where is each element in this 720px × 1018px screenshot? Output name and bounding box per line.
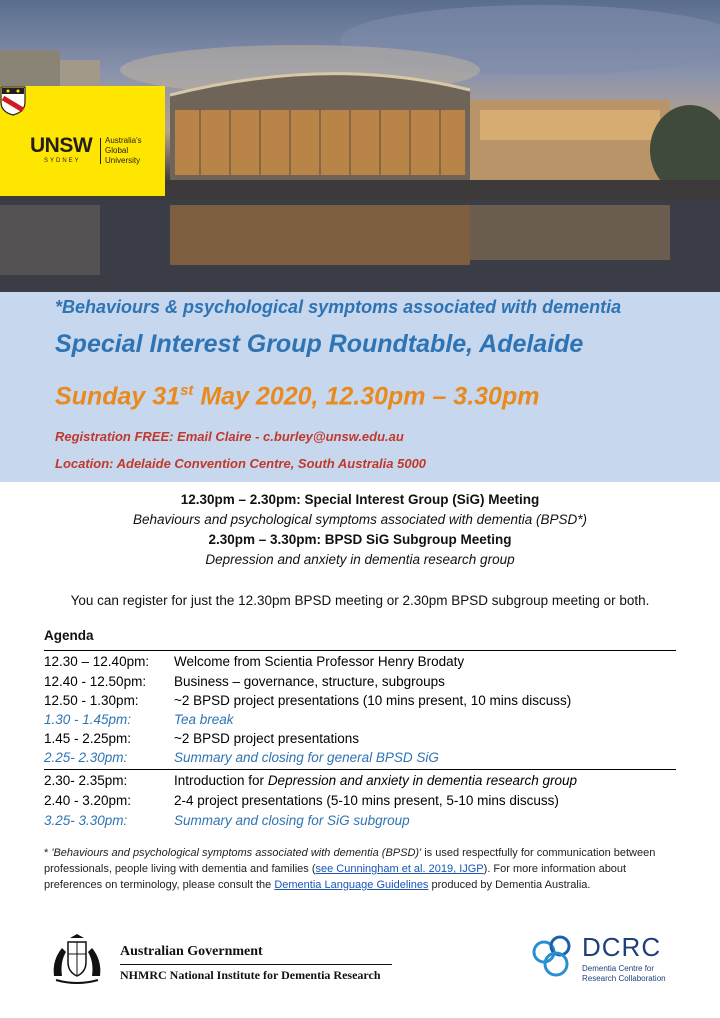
date-suffix: May 2020, 12.30pm – 3.30pm <box>193 382 540 411</box>
agenda-row <box>44 712 684 732</box>
agenda-time: 2.25- 2.30pm: <box>44 750 128 765</box>
cunningham-reference-link[interactable]: see Cunningham et al. 2019, IJGP <box>315 863 484 875</box>
location-info: Location: Adelaide Convention Centre, South Australia 5000 <box>55 456 427 471</box>
agenda-divider <box>44 650 676 651</box>
date-ordinal: st <box>180 382 194 399</box>
agenda-row <box>44 750 684 770</box>
agenda-desc: 2-4 project presentations (5-10 mins present, 5-10 mins discuss) <box>174 793 559 808</box>
agenda-time: 1.45 - 2.25pm: <box>44 731 132 746</box>
dcrc-wordmark: DCRC <box>582 932 662 962</box>
unsw-logo <box>0 86 165 196</box>
registration-info: Registration FREE: Email Claire - c.burley@unsw.edu.au <box>55 429 404 444</box>
agenda-time: 2.40 - 3.20pm: <box>44 793 132 808</box>
unsw-crest-icon <box>0 86 26 116</box>
agenda-time: 3.25- 3.30pm: <box>44 813 128 828</box>
language-guidelines-link[interactable]: Dementia Language Guidelines <box>274 879 429 891</box>
australian-government-logo <box>48 930 398 990</box>
gov-name: Australian Government <box>120 944 263 959</box>
agenda-time: 2.30- 2.35pm: <box>44 773 128 788</box>
agenda-time: 12.50 - 1.30pm: <box>44 693 139 708</box>
session-1-title: 12.30pm – 2.30pm: Special Interest Group (SiG) Meeting <box>180 492 540 507</box>
agenda-time: 1.30 - 1.45pm: <box>44 712 132 727</box>
date-prefix: Sunday 31 <box>55 382 181 411</box>
dcrc-logo <box>530 928 680 988</box>
bpsd-definition-heading: *Behaviours & psychological symptoms associated with dementia <box>55 297 622 317</box>
unsw-tagline: Australia's Global University <box>105 136 142 165</box>
agenda-desc-text: Introduction for <box>174 773 268 788</box>
agenda-divider <box>44 769 676 770</box>
agenda-heading: Agenda <box>44 628 94 643</box>
agenda-row <box>44 813 684 833</box>
agenda-time: 12.40 - 12.50pm: <box>44 674 147 689</box>
register-note: You can register for just the 12.30pm BPSD meeting or 2.30pm BPSD subgroup meeting or both. <box>70 593 650 608</box>
agenda-desc: ~2 BPSD project presentations (10 mins present, 10 mins discuss) <box>174 693 572 708</box>
agenda-row <box>44 654 684 674</box>
agenda-desc: Tea break <box>174 712 234 727</box>
agenda-desc: Summary and closing for general BPSD SiG <box>174 750 439 765</box>
unsw-divider <box>100 138 101 164</box>
event-title: Special Interest Group Roundtable, Adelaide <box>55 330 584 358</box>
footnote-text-1: is used respectfully for communication between professionals, people living with dementia and families ( <box>44 847 656 875</box>
agenda-desc: Summary and closing for SiG subgroup <box>174 813 410 828</box>
hero-photo <box>0 0 720 292</box>
event-date <box>55 382 539 411</box>
agenda-row <box>44 674 684 694</box>
coat-of-arms-icon <box>48 932 106 986</box>
agenda-desc <box>174 773 577 788</box>
unsw-sydney-label: SYDNEY <box>44 158 81 164</box>
agenda-row <box>44 731 684 751</box>
agenda-desc: ~2 BPSD project presentations <box>174 731 359 746</box>
dcrc-subtitle: Dementia Centre for Research Collaboration <box>582 964 666 983</box>
terminology-footnote <box>44 845 680 893</box>
agenda-row <box>44 793 684 813</box>
dcrc-circles-icon <box>530 932 580 982</box>
session-1-subtitle: Behaviours and psychological symptoms associated with dementia (BPSD*) <box>133 512 587 527</box>
agenda-row <box>44 693 684 713</box>
agenda-time: 12.30 – 12.40pm: <box>44 654 150 669</box>
agenda-desc-italic: Depression and anxiety in dementia research group <box>267 773 577 788</box>
event-banner <box>0 292 720 482</box>
agenda-row <box>44 773 684 793</box>
footnote-term: 'Behaviours and psychological symptoms associated with dementia (BPSD)' <box>51 847 422 859</box>
nhmrc-name: NHMRC National Institute for Dementia Research <box>120 968 381 982</box>
unsw-wordmark: UNSW <box>30 134 93 157</box>
footnote-text-3: produced by Dementia Australia. <box>428 879 591 891</box>
footnote-text-2: ). For more information about preferences on terminology, please consult the <box>44 863 627 891</box>
session-2-title: 2.30pm – 3.30pm: BPSD SiG Subgroup Meeting <box>208 532 512 547</box>
agenda-desc: Welcome from Scientia Professor Henry Brodaty <box>174 654 465 669</box>
footnote-star: * <box>44 847 52 859</box>
agenda-desc: Business – governance, structure, subgroups <box>174 674 445 689</box>
gov-divider <box>120 964 392 965</box>
session-2-subtitle: Depression and anxiety in dementia research group <box>205 552 515 567</box>
